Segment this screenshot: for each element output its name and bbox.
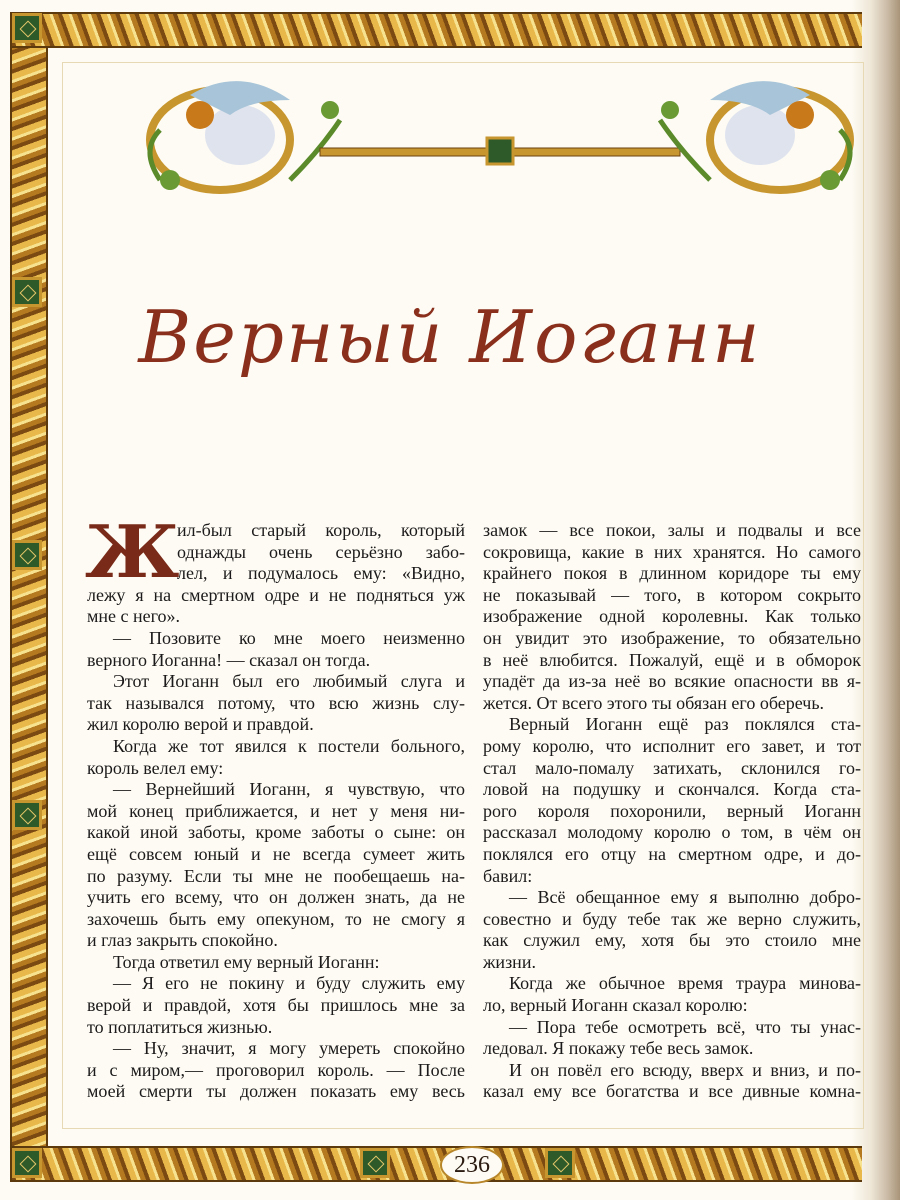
text-line: Когда же тот явился к постели больного, <box>113 735 465 756</box>
border-knot-icon <box>12 800 42 830</box>
text-line: ледовал. Я покажу тебе весь замок. <box>483 1038 754 1059</box>
story-title: Верный Иоганн <box>138 295 762 379</box>
text-line: учить его всему, что он должен знать, да не <box>87 887 465 908</box>
text-line: как служил ему, хотя бы это стоило мне <box>483 930 861 951</box>
text-line: Когда же обычное время траура минова- <box>509 973 861 994</box>
text-line: мне с него». <box>87 606 181 627</box>
text-line: — Ну, значит, я могу умереть спокойно <box>113 1038 465 1059</box>
text-line: жизни. <box>483 951 536 972</box>
text-line: рассказал молодому королю о том, в чём он <box>483 822 861 843</box>
text-line: моей смерти ты должен показать ему весь <box>87 1081 465 1102</box>
text-line: жил королю верой и правдой. <box>87 714 314 735</box>
text-line: мой конец приближается, и нет у меня ни- <box>87 800 465 821</box>
border-knot-icon <box>360 1148 390 1178</box>
text-line: крайнего покоя в длинном коридоре ты ему <box>483 563 861 584</box>
text-line: рому королю, что исполнит его завет, и тот <box>483 735 861 756</box>
text-line: по разуму. Если ты мне не пообещаешь на- <box>87 865 465 886</box>
text-line: лел, и подумалось ему: «Видно, <box>177 563 465 584</box>
text-line: — Вернейший Иоганн, я чувствую, что <box>113 779 465 800</box>
text-line: — Всё обещанное ему я выполню добро- <box>509 887 861 908</box>
text-line: то поплатиться жизнью. <box>87 1016 273 1037</box>
text-line: казал ему все богатства и все дивные комна- <box>483 1081 861 1102</box>
text-line: верой и правдой, хотя бы пришлось мне за <box>87 995 465 1016</box>
text-line: стал мало-помалу затихать, склонился го- <box>483 757 861 778</box>
text-line: в неё влюбится. Пожалуй, ещё и в обморок <box>483 649 861 670</box>
drop-cap-letter: Ж <box>85 509 180 594</box>
corner-knot-icon <box>12 1148 42 1178</box>
text-line: верного Иоганна! — сказал он тогда. <box>87 649 371 670</box>
text-line: поклялся его отцу на смертном одре, и до- <box>483 843 861 864</box>
griffin-header-ornament <box>130 70 870 220</box>
text-line: жется. От всего этого ты обязан его оберечь. <box>483 692 825 713</box>
text-line: какой иной заботы, кроме заботы о сыне: он <box>87 822 465 843</box>
text-line: — Я его не покину и буду служить ему <box>113 973 465 994</box>
text-line: совестно и буду тебе так же верно служить, <box>483 908 861 929</box>
left-text-column <box>85 509 465 1103</box>
text-line: — Позовите ко мне моего неизменно <box>113 627 465 648</box>
text-line: так назывался потому, что всю жизнь слу- <box>87 692 465 713</box>
text-line: Верный Иоганн ещё раз поклялся ста- <box>509 714 861 735</box>
border-knot-icon <box>12 540 42 570</box>
text-line: ещё совсем юный и не всегда сумеет жить <box>87 843 465 864</box>
text-line: рого короля похоронили, верный Иоганн <box>483 800 861 821</box>
left-griffin-icon <box>150 81 340 190</box>
text-line: король велел ему: <box>87 757 224 778</box>
right-griffin-icon <box>660 81 850 190</box>
border-knot-icon <box>545 1148 575 1178</box>
text-line: лежу я на смертном одре и не подняться уж <box>87 584 465 605</box>
text-line: захочешь быть ему опекуном, то не смогу я <box>87 908 465 929</box>
text-line: Тогда ответил ему верный Иоганн: <box>113 951 380 972</box>
right-text-column <box>483 520 861 1103</box>
text-line: — Пора тебе осмотреть всё, что ты унас- <box>509 1016 861 1037</box>
text-line: и глаз закрыть спокойно. <box>87 930 278 951</box>
text-line: И он повёл его всюду, вверх и вниз, и по- <box>509 1059 861 1080</box>
text-line: Этот Иоганн был его любимый слуга и <box>113 671 465 692</box>
text-line: не показывай — того, в котором сокрыто <box>483 584 861 605</box>
text-line: однажды очень серьёзно забо- <box>177 541 465 562</box>
text-line: ил-был старый король, который <box>177 520 465 540</box>
text-line: упадёт да из-за неё во всякие опасности вв я- <box>483 671 861 692</box>
bottom-ornamental-border <box>12 1146 862 1182</box>
top-ornamental-border <box>12 12 862 48</box>
text-line: и с миром,— проговорил король. — После <box>87 1059 465 1080</box>
text-line: замок — все покои, залы и подвалы и все <box>483 520 861 540</box>
text-line: изображение одной королевны. Как только <box>483 606 861 627</box>
text-line: бавил: <box>483 865 533 886</box>
left-ornamental-border <box>10 12 48 1182</box>
text-line: ловой на подушку и скончался. Когда ста- <box>483 779 861 800</box>
text-line: сокровища, какие в них хранятся. Но самого <box>483 541 861 562</box>
page-number: 236 <box>440 1146 504 1184</box>
text-line: ло, верный Иоганн сказал королю: <box>483 995 748 1016</box>
text-line: он увидит это изображение, то обязательно <box>483 627 861 648</box>
corner-knot-icon <box>12 13 42 43</box>
